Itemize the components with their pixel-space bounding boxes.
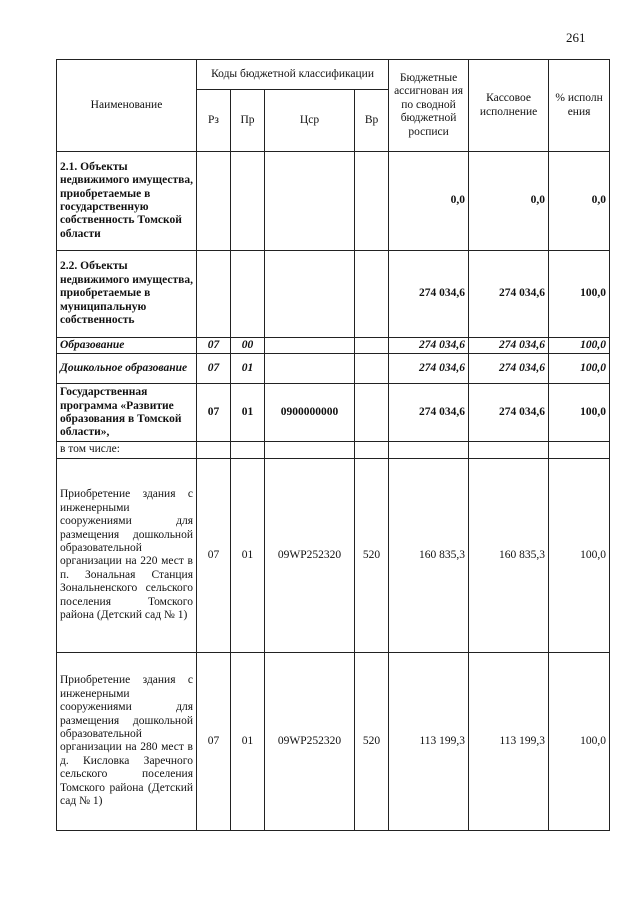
row-pr: 00 bbox=[231, 338, 265, 354]
header-name: Наименование bbox=[57, 60, 197, 152]
row-percent: 100,0 bbox=[549, 251, 610, 338]
row-vr: 520 bbox=[355, 458, 389, 652]
row-name: в том числе: bbox=[57, 442, 197, 458]
row-cer: 0900000000 bbox=[265, 384, 355, 442]
header-codes-group: Коды бюджетной классификации bbox=[197, 60, 389, 90]
row-percent: 100,0 bbox=[549, 338, 610, 354]
row-cash: 274 034,6 bbox=[469, 354, 549, 384]
row-cer bbox=[265, 354, 355, 384]
row-name: Приобретение здания с инженерными сооружениями для размещения дошкольной образовательной организации на 220 мест в п. Зональная Станция Зональненского сельского поселения Томского района (Детский сад № 1) bbox=[57, 458, 197, 652]
row-cer bbox=[265, 338, 355, 354]
row-pr bbox=[231, 251, 265, 338]
row-pr: 01 bbox=[231, 384, 265, 442]
row-cer bbox=[265, 251, 355, 338]
row-name: Образование bbox=[57, 338, 197, 354]
row-assignments: 274 034,6 bbox=[389, 354, 469, 384]
row-rz: 07 bbox=[197, 384, 231, 442]
row-name: Приобретение здания с инженерными сооружениями для размещения дошкольной образовательной организации на 280 мест в д. Кисловка Заречного сельского поселения Томского района (Детский сад № 1) bbox=[57, 652, 197, 830]
row-vr bbox=[355, 338, 389, 354]
table-row bbox=[57, 251, 610, 338]
header-percent: % исполн ения bbox=[549, 60, 610, 152]
row-rz: 07 bbox=[197, 458, 231, 652]
row-percent: 100,0 bbox=[549, 458, 610, 652]
row-vr bbox=[355, 251, 389, 338]
row-assignments: 274 034,6 bbox=[389, 338, 469, 354]
row-cer: 09WP252320 bbox=[265, 458, 355, 652]
table-row bbox=[57, 354, 610, 384]
row-percent: 100,0 bbox=[549, 384, 610, 442]
row-name: Дошкольное образование bbox=[57, 354, 197, 384]
row-cash: 113 199,3 bbox=[469, 652, 549, 830]
row-rz bbox=[197, 251, 231, 338]
row-rz: 07 bbox=[197, 354, 231, 384]
header-rz: Рз bbox=[197, 90, 231, 152]
row-assignments: 0,0 bbox=[389, 152, 469, 251]
row-percent: 100,0 bbox=[549, 354, 610, 384]
table-row bbox=[57, 458, 610, 652]
row-cer bbox=[265, 152, 355, 251]
row-assignments: 113 199,3 bbox=[389, 652, 469, 830]
table-row bbox=[57, 442, 610, 458]
table-row bbox=[57, 652, 610, 830]
row-cash: 160 835,3 bbox=[469, 458, 549, 652]
row-assignments: 160 835,3 bbox=[389, 458, 469, 652]
row-name: 2.1. Объекты недвижимого имущества, приобретаемые в государственную собственность Томской области bbox=[57, 152, 197, 251]
row-assignments: 274 034,6 bbox=[389, 251, 469, 338]
table-row bbox=[57, 384, 610, 442]
row-name: Государственная программа «Развитие образования в Томской области», bbox=[57, 384, 197, 442]
row-pr: 01 bbox=[231, 652, 265, 830]
row-rz: 07 bbox=[197, 338, 231, 354]
row-rz bbox=[197, 152, 231, 251]
row-pr: 01 bbox=[231, 458, 265, 652]
table-row bbox=[57, 338, 610, 354]
row-vr: 520 bbox=[355, 652, 389, 830]
row-vr bbox=[355, 152, 389, 251]
row-rz: 07 bbox=[197, 652, 231, 830]
row-pr bbox=[231, 152, 265, 251]
row-cash: 274 034,6 bbox=[469, 251, 549, 338]
header-cash-execution: Кассовое исполнение bbox=[469, 60, 549, 152]
page-number: 261 bbox=[566, 30, 586, 45]
row-cash: 274 034,6 bbox=[469, 384, 549, 442]
row-pr: 01 bbox=[231, 354, 265, 384]
row-name: 2.2. Объекты недвижимого имущества, приобретаемые в муниципальную собственность bbox=[57, 251, 197, 338]
row-percent: 0,0 bbox=[549, 152, 610, 251]
row-cash: 274 034,6 bbox=[469, 338, 549, 354]
header-assignments: Бюджетные ассигнован ия по сводной бюджетной росписи bbox=[389, 60, 469, 152]
row-cash: 0,0 bbox=[469, 152, 549, 251]
header-vr: Вр bbox=[355, 90, 389, 152]
row-cer: 09WP252320 bbox=[265, 652, 355, 830]
row-vr bbox=[355, 354, 389, 384]
row-percent: 100,0 bbox=[549, 652, 610, 830]
budget-execution-table bbox=[56, 59, 610, 831]
header-cer: Цср bbox=[265, 90, 355, 152]
table-row bbox=[57, 152, 610, 251]
row-assignments: 274 034,6 bbox=[389, 384, 469, 442]
header-pr: Пр bbox=[231, 90, 265, 152]
row-vr bbox=[355, 384, 389, 442]
